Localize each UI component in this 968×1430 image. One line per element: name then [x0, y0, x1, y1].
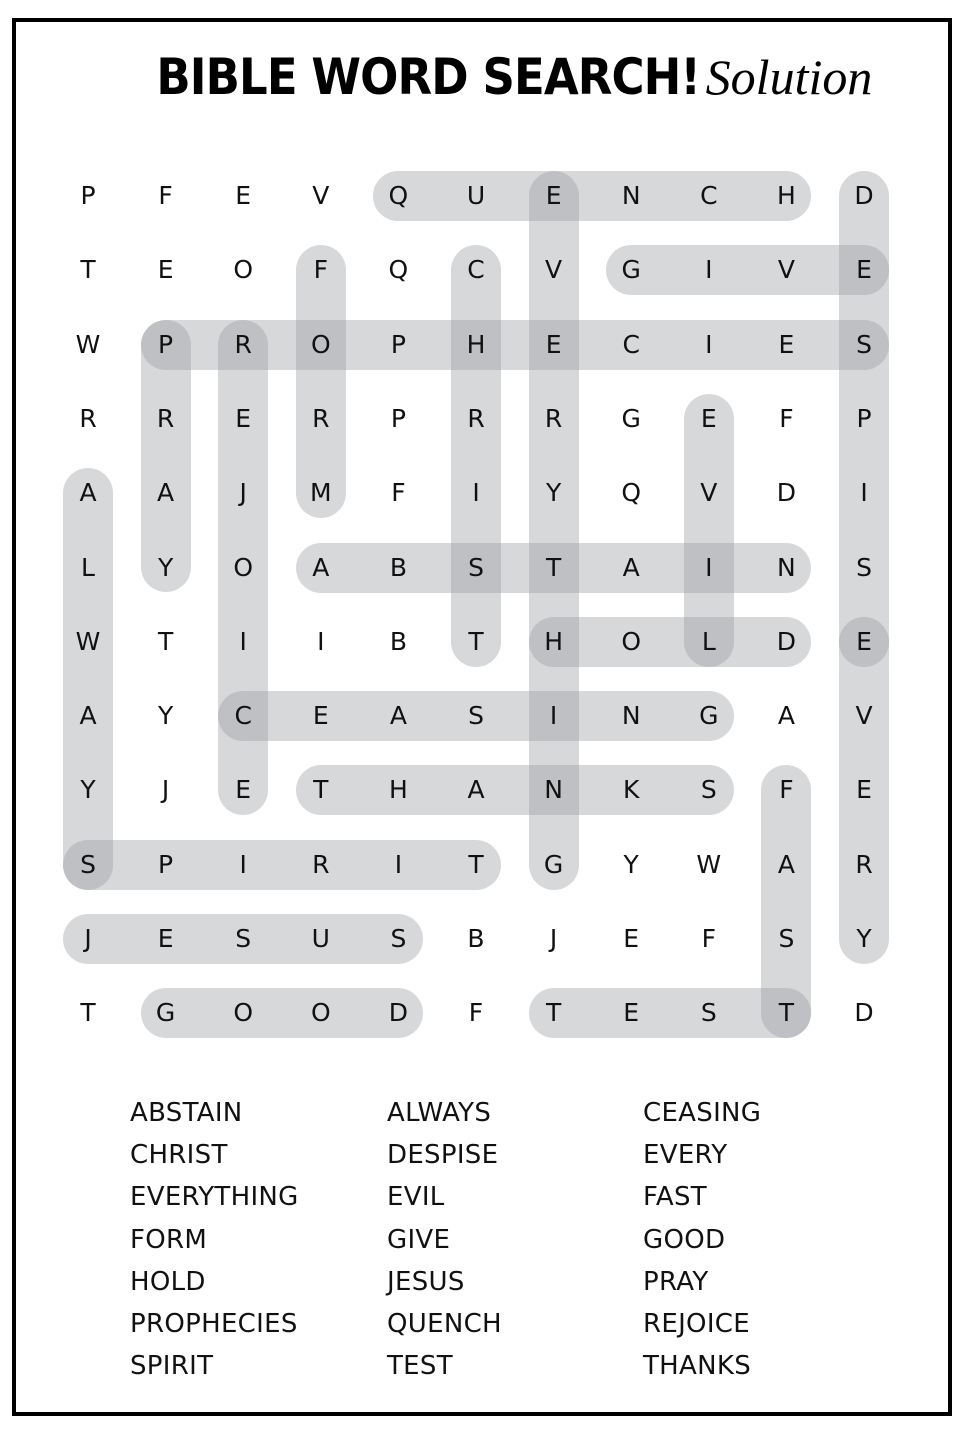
grid-cell: I — [705, 329, 713, 359]
grid-cell: P — [158, 329, 174, 359]
highlight-always — [63, 468, 113, 890]
grid-cell: W — [75, 626, 101, 656]
grid-cell: C — [467, 255, 485, 285]
grid-cell: O — [621, 626, 642, 656]
grid-cell: R — [855, 849, 873, 879]
grid-cell: E — [700, 403, 717, 433]
grid-cell: H — [466, 329, 486, 359]
grid-cell: V — [312, 181, 330, 210]
word-list-item: QUENCH — [387, 1309, 502, 1340]
grid-cell: I — [705, 255, 713, 285]
highlight-spirit — [63, 840, 501, 890]
grid-cell: F — [701, 924, 716, 953]
word-list-item: PROPHECIES — [130, 1309, 298, 1340]
grid-cell: I — [317, 626, 325, 656]
word-list-item: PRAY — [643, 1266, 709, 1297]
grid-cell: N — [777, 552, 796, 582]
grid-cell: E — [157, 255, 174, 285]
grid-cell: S — [235, 924, 252, 953]
grid-cell: S — [80, 849, 96, 879]
word-list-item: EVIL — [387, 1182, 445, 1213]
grid-cell: P — [158, 849, 174, 879]
grid-cell: B — [389, 552, 407, 582]
grid-cell: P — [390, 403, 406, 433]
grid-cell: N — [544, 775, 563, 805]
grid-cell: A — [622, 552, 640, 582]
grid-cell: H — [544, 626, 563, 656]
grid-cell: I — [860, 478, 868, 508]
word-list-item: CHRIST — [130, 1140, 228, 1171]
grid-cell: F — [158, 181, 173, 210]
grid-cell: D — [776, 626, 797, 656]
grid-cell: Y — [623, 849, 639, 879]
word-list-item: REJOICE — [643, 1309, 750, 1340]
grid-cell: O — [233, 998, 254, 1028]
grid-cell: T — [468, 849, 484, 879]
word-list-item: JESUS — [387, 1266, 465, 1297]
grid-cell: Y — [157, 552, 174, 582]
word-list-item: GOOD — [643, 1224, 726, 1255]
grid-cell: A — [157, 478, 175, 508]
grid-cell: S — [468, 552, 484, 582]
grid-cell: G — [621, 255, 641, 285]
grid-cell: D — [854, 998, 874, 1028]
grid-cell: J — [549, 924, 558, 953]
grid-cell: A — [777, 849, 795, 879]
grid-cell: V — [700, 478, 718, 508]
grid-cell: W — [696, 849, 722, 879]
word-list-column-2 — [387, 1092, 502, 1387]
grid-cell: K — [622, 775, 640, 805]
grid-cell: F — [779, 775, 794, 805]
grid-cell: U — [466, 181, 486, 210]
grid-cell: T — [545, 998, 562, 1028]
grid-cell: R — [312, 849, 330, 879]
grid-cell: S — [700, 998, 717, 1028]
grid-cell: Q — [388, 255, 409, 285]
grid-cell: T — [545, 552, 562, 582]
grid-cell: T — [157, 626, 174, 656]
word-list-item: GIVE — [387, 1224, 451, 1255]
grid-cell: U — [311, 924, 330, 953]
grid-cell: W — [75, 329, 101, 359]
grid-cell: E — [235, 775, 252, 805]
word-list-column-1 — [130, 1092, 299, 1387]
grid-cell: M — [310, 478, 332, 508]
grid-cell: H — [776, 181, 796, 210]
grid-cell: L — [701, 626, 716, 656]
grid-cell: N — [621, 701, 641, 731]
grid-cell: P — [856, 403, 872, 433]
grid-cell: F — [391, 478, 406, 508]
grid-cell: J — [84, 924, 92, 953]
grid-cell: E — [623, 924, 640, 953]
grid-cell: S — [468, 701, 484, 731]
grid-cell: F — [313, 255, 328, 285]
grid-cell: J — [161, 775, 170, 805]
grid-cell: C — [622, 329, 640, 359]
grid-cell: D — [388, 998, 409, 1028]
grid-cell: T — [778, 998, 795, 1028]
word-list-item: EVERYTHING — [130, 1182, 299, 1213]
grid-cell: O — [233, 255, 254, 285]
grid-cell: D — [776, 478, 797, 508]
highlight-christ — [451, 245, 501, 667]
grid-cell: I — [705, 552, 713, 582]
grid-cell: I — [394, 849, 403, 879]
word-list-item: TEST — [387, 1351, 453, 1382]
word-list-item: FAST — [643, 1182, 707, 1213]
grid-cell: N — [621, 181, 641, 210]
grid-cell: T — [80, 255, 96, 285]
grid-cell: S — [856, 552, 872, 582]
grid-cell: E — [312, 701, 329, 731]
grid-cell: S — [778, 924, 795, 953]
grid-cell: Q — [388, 181, 409, 210]
grid-cell: L — [81, 552, 95, 582]
grid-cell: E — [856, 775, 872, 805]
word-list-item: EVERY — [643, 1140, 728, 1171]
grid-cell: P — [390, 329, 406, 359]
word-list-item: FORM — [130, 1224, 208, 1255]
grid-cell: B — [467, 924, 485, 953]
grid-cell: V — [777, 255, 795, 285]
grid-cell: O — [310, 329, 331, 359]
grid-cell: E — [778, 329, 795, 359]
grid-cell: V — [855, 701, 873, 731]
grid-cell: G — [543, 849, 564, 879]
grid-cell: G — [621, 403, 641, 433]
grid-cell: I — [239, 849, 247, 879]
grid-cell: C — [700, 181, 718, 210]
grid-cell: I — [549, 701, 558, 731]
grid-cell: C — [234, 701, 252, 731]
grid-cell: Y — [157, 701, 174, 731]
grid-cell: E — [623, 998, 640, 1028]
grid-cell: F — [779, 403, 794, 433]
grid-cell: F — [468, 998, 484, 1028]
grid-cell: Y — [80, 775, 96, 805]
grid-cell: A — [777, 701, 795, 731]
grid-cell: A — [312, 552, 330, 582]
grid-cell: A — [79, 701, 97, 731]
grid-cell: D — [854, 181, 874, 210]
grid-cell: H — [388, 775, 408, 805]
grid-cell: R — [234, 329, 252, 359]
grid-cell: E — [545, 329, 562, 359]
grid-cell: T — [80, 998, 96, 1028]
grid-cell: G — [699, 701, 719, 731]
grid-cell: R — [544, 403, 563, 433]
word-list-item: ABSTAIN — [130, 1098, 243, 1128]
grid-cell: S — [856, 329, 872, 359]
grid-cell: R — [79, 403, 97, 433]
grid-cell: E — [157, 924, 174, 953]
grid-cell: Y — [856, 924, 872, 953]
grid-cell: A — [79, 478, 97, 508]
grid-cell: J — [239, 478, 247, 508]
grid-cell: P — [80, 181, 96, 210]
word-list-column-3 — [643, 1092, 761, 1387]
grid-cell: R — [467, 403, 485, 433]
title-subtitle: Solution — [705, 49, 873, 105]
word-list-item: ALWAYS — [387, 1098, 492, 1128]
grid-cell: B — [389, 626, 407, 656]
grid-cell: T — [313, 775, 329, 805]
highlight-quench — [373, 171, 811, 221]
word-list-item: DESPISE — [387, 1140, 499, 1171]
grid-cell: R — [156, 403, 175, 433]
word-list-item: SPIRIT — [130, 1351, 214, 1382]
grid-cell: R — [312, 403, 330, 433]
grid-cell: A — [467, 775, 485, 805]
grid-cell: I — [239, 626, 247, 656]
title-main: BIBLE WORD SEARCH! — [156, 48, 700, 106]
grid-cell: A — [389, 701, 407, 731]
grid-cell: V — [545, 255, 563, 285]
grid-cell: I — [472, 478, 480, 508]
grid-cell: O — [233, 552, 254, 582]
grid-cell: T — [468, 626, 484, 656]
word-list-item: CEASING — [643, 1098, 762, 1128]
grid-cell: S — [700, 775, 717, 805]
grid-cell: G — [155, 998, 176, 1028]
grid-cell: E — [235, 403, 252, 433]
grid-cell: E — [545, 181, 562, 210]
grid-cell: S — [390, 924, 407, 953]
grid-cell: E — [856, 255, 872, 285]
word-list-item: HOLD — [130, 1266, 206, 1297]
highlight-thanks — [296, 765, 734, 815]
grid-cell: E — [235, 181, 252, 210]
grid-cell: E — [856, 626, 872, 656]
grid-cell: O — [310, 998, 331, 1028]
grid-cell: Y — [545, 478, 562, 508]
grid-cell: Q — [621, 478, 642, 508]
word-list-item: THANKS — [643, 1351, 752, 1382]
